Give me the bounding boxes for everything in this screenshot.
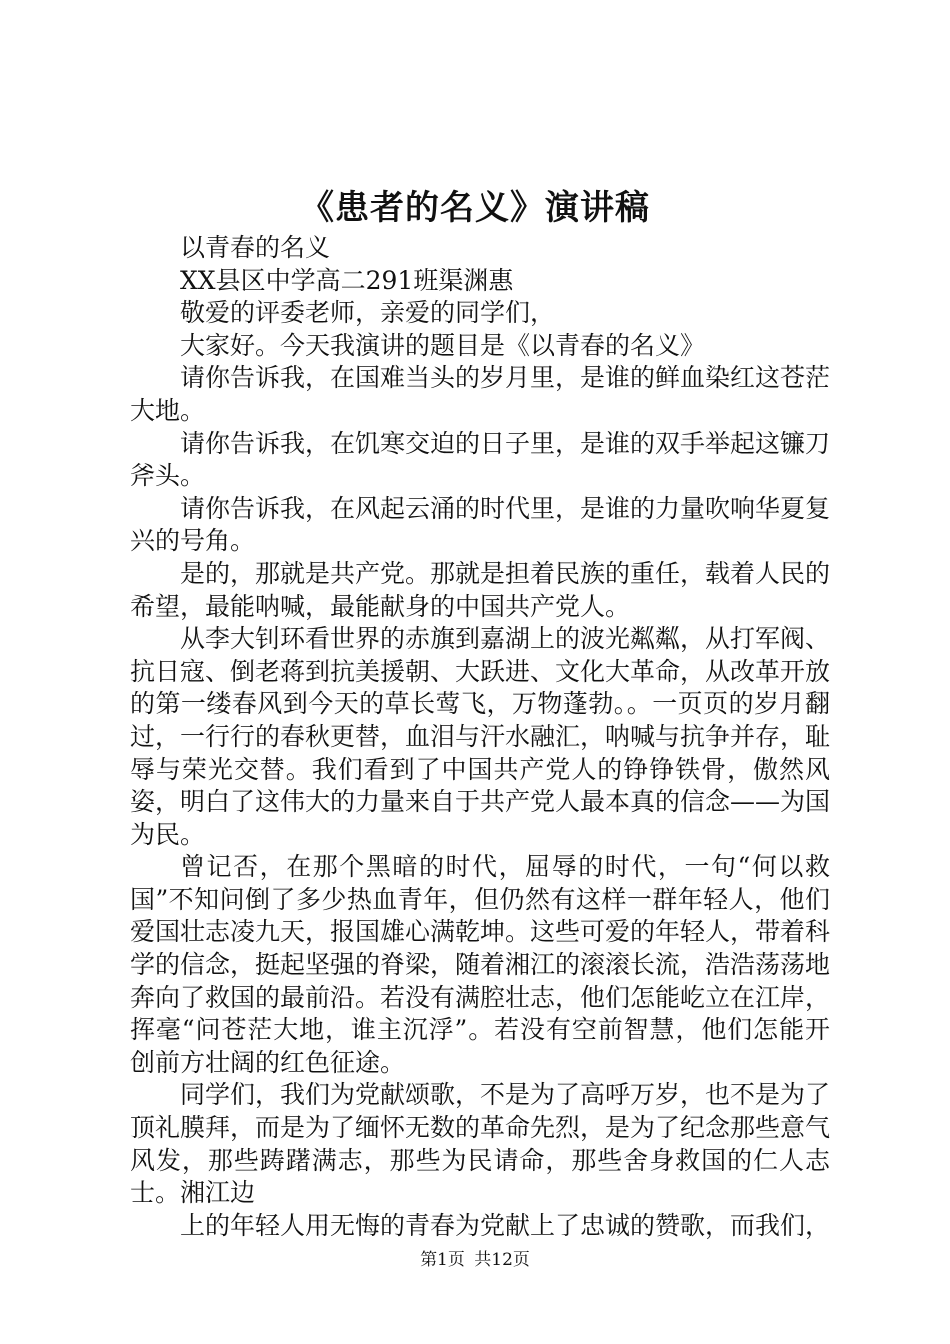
paragraph: 是的，那就是共产党。那就是担着民族的重任，载着人民的希望，最能呐喊，最能献身的中国共产党人。: [130, 558, 831, 621]
paragraph: XX县区中学高二291班渠渊惠: [180, 265, 514, 295]
page-number: 第1页: [420, 1250, 465, 1270]
paragraph: 请你告诉我，在风起云涌的时代里，是谁的力量吹响华夏复兴的号角。: [130, 493, 831, 556]
document-title: 《患者的名义》演讲稿: [300, 188, 650, 228]
paragraph: 曾记否，在那个黑暗的时代，屈辱的时代，一句“何以救国”不知问倒了多少热血青年，但仍然有这样一群年轻人，他们爱国壮志凌九天，报国雄心满乾坤。这些可爱的年轻人，带着科学的信念，挺起坚强的脊梁，随着湘江的滚滚长流，浩浩荡荡地奔向了救国的最前沿。若没有满腔壮志，他们怎能屹立在江岸，挥毫“问苍茫大地，谁主沉浮”。若没有空前智慧，他们怎能开创前方壮阔的红色征途。: [130, 852, 831, 1077]
paragraph: 大家好。今天我演讲的题目是《以青春的名义》: [180, 330, 706, 360]
paragraph: 从李大钊环看世界的赤旗到嘉湖上的波光粼粼，从打军阀、抗日寇、倒老蒋到抗美援朝、大跃进、文化大革命，从改革开放的第一缕春风到今天的草长莺飞，万物蓬勃。。一页页的岁月翻过，一行行的春秋更替，血泪与汗水融汇，呐喊与抗争并存，耻辱与荣光交替。我们看到了中国共产党人的铮铮铁骨，傲然风姿，明白了这伟大的力量来自于共产党人最本真的信念——为国为民。: [130, 624, 831, 849]
paragraph: 请你告诉我，在国难当头的岁月里，是谁的鲜血染红这苍茫大地。: [130, 363, 831, 425]
paragraph: 请你告诉我，在饥寒交迫的日子里，是谁的双手举起这镰刀斧头。: [130, 428, 831, 491]
paragraph: 上的年轻人用无悔的青春为党献上了忠诚的赞歌，而我们，: [180, 1210, 831, 1240]
document-body: [130, 232, 830, 1242]
paragraph: 同学们，我们为党献颂歌，不是为了高呼万岁，也不是为了顶礼膜拜，而是为了缅怀无数的革命先烈，是为了纪念那些意气风发，那些踌躇满志，那些为民请命，那些舍身救国的仁人志士。湘江边: [130, 1080, 831, 1208]
page-footer: [0, 1248, 950, 1272]
paragraph: 以青春的名义: [180, 233, 331, 262]
paragraph: 敬爱的评委老师，亲爱的同学们，: [180, 298, 556, 328]
page-total: 共12页: [474, 1250, 530, 1270]
